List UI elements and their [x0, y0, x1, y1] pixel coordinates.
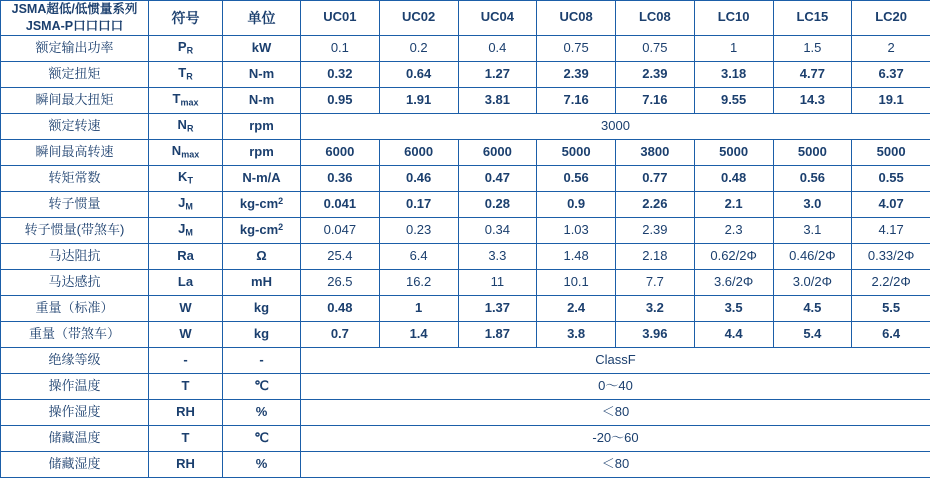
table-header — [1, 1, 930, 36]
series-title-line1: JSMA超低/低惯量系列 — [3, 1, 146, 18]
header-unit: 单位 — [223, 1, 301, 36]
row-unit: Ω — [223, 243, 301, 269]
row-unit: rpm — [223, 139, 301, 165]
row-value: 10.1 — [537, 269, 616, 295]
row-value: 5000 — [694, 139, 773, 165]
row-label: 额定扭矩 — [1, 61, 149, 87]
header-model-uc02: UC02 — [379, 1, 458, 36]
row-value: 4.17 — [852, 217, 930, 243]
row-value: 1 — [379, 295, 458, 321]
row-value: 25.4 — [301, 243, 380, 269]
row-value: 0.34 — [458, 217, 537, 243]
row-value: 3800 — [616, 139, 695, 165]
row-value: 6.4 — [379, 243, 458, 269]
row-value: 0.46/2Φ — [773, 243, 852, 269]
row-unit: N-m — [223, 87, 301, 113]
row-value: 5.4 — [773, 321, 852, 347]
row-label: 瞬间最大扭矩 — [1, 87, 149, 113]
row-value: 1.03 — [537, 217, 616, 243]
row-value: 2.39 — [537, 61, 616, 87]
header-model-uc08: UC08 — [537, 1, 616, 36]
row-value: 2.39 — [616, 217, 695, 243]
row-value: 4.07 — [852, 191, 930, 217]
row-value: 5000 — [537, 139, 616, 165]
row-value: 7.16 — [616, 87, 695, 113]
row-symbol: $N_R$ — [149, 113, 223, 139]
row-symbol: $T_{max}$ — [149, 87, 223, 113]
row-label: 瞬间最高转速 — [1, 139, 149, 165]
row-unit: rpm — [223, 113, 301, 139]
row-value: 0.75 — [537, 35, 616, 61]
row-value: 4.5 — [773, 295, 852, 321]
table-row — [1, 87, 930, 113]
row-unit: kW — [223, 35, 301, 61]
row-value: 1.87 — [458, 321, 537, 347]
row-value: 2.39 — [616, 61, 695, 87]
row-symbol: $J_M$ — [149, 191, 223, 217]
row-unit: ℃ — [223, 373, 301, 399]
row-value: 0.47 — [458, 165, 537, 191]
row-value: 1.4 — [379, 321, 458, 347]
row-symbol: Ra — [149, 243, 223, 269]
row-symbol: - — [149, 347, 223, 373]
row-unit: - — [223, 347, 301, 373]
header-model-lc10: LC10 — [694, 1, 773, 36]
table-row — [1, 191, 930, 217]
row-value: 0.9 — [537, 191, 616, 217]
row-value: 0.23 — [379, 217, 458, 243]
row-symbol: $N_{max}$ — [149, 139, 223, 165]
row-label: 储藏湿度 — [1, 451, 149, 477]
row-value: 0.32 — [301, 61, 380, 87]
row-value: 1 — [694, 35, 773, 61]
row-symbol: RH — [149, 451, 223, 477]
row-value: 3.1 — [773, 217, 852, 243]
row-symbol: T — [149, 425, 223, 451]
row-label: 转矩常数 — [1, 165, 149, 191]
row-label: 马达阻抗 — [1, 243, 149, 269]
row-value: 0.1 — [301, 35, 380, 61]
row-value: 0.36 — [301, 165, 380, 191]
row-value: 1.91 — [379, 87, 458, 113]
table-row — [1, 269, 930, 295]
row-value: 7.7 — [616, 269, 695, 295]
row-value: 0.77 — [616, 165, 695, 191]
row-label: 额定转速 — [1, 113, 149, 139]
row-value: 0.95 — [301, 87, 380, 113]
row-value: 5.5 — [852, 295, 930, 321]
row-label: 绝缘等级 — [1, 347, 149, 373]
row-value: 5000 — [773, 139, 852, 165]
row-unit: mH — [223, 269, 301, 295]
row-value: 2.26 — [616, 191, 695, 217]
row-symbol: $T_R$ — [149, 61, 223, 87]
table-row — [1, 165, 930, 191]
row-unit: $kg-cm^2$ — [223, 191, 301, 217]
row-unit: N-m — [223, 61, 301, 87]
row-value: 2.18 — [616, 243, 695, 269]
row-symbol: RH — [149, 399, 223, 425]
row-value: 3.6/2Φ — [694, 269, 773, 295]
header-model-lc20: LC20 — [852, 1, 930, 36]
row-label: 转子惯量(带煞车) — [1, 217, 149, 243]
row-value: 0.64 — [379, 61, 458, 87]
header-row — [1, 1, 930, 36]
row-symbol: $P_R$ — [149, 35, 223, 61]
header-model-uc01: UC01 — [301, 1, 380, 36]
row-value: 6.4 — [852, 321, 930, 347]
row-value: 3.5 — [694, 295, 773, 321]
row-value: 0.28 — [458, 191, 537, 217]
row-value: 1.37 — [458, 295, 537, 321]
row-symbol: La — [149, 269, 223, 295]
row-value: 1.48 — [537, 243, 616, 269]
row-value: 2.2/2Φ — [852, 269, 930, 295]
row-value: 16.2 — [379, 269, 458, 295]
table-row — [1, 217, 930, 243]
row-value: 0.48 — [694, 165, 773, 191]
row-value: 6000 — [301, 139, 380, 165]
row-unit: kg — [223, 321, 301, 347]
row-symbol: $J_M$ — [149, 217, 223, 243]
row-value: 26.5 — [301, 269, 380, 295]
row-value: 3.0 — [773, 191, 852, 217]
row-label: 操作温度 — [1, 373, 149, 399]
row-symbol: W — [149, 295, 223, 321]
row-value: 2.4 — [537, 295, 616, 321]
row-value: 3.18 — [694, 61, 773, 87]
row-value: 3.3 — [458, 243, 537, 269]
row-value: 1.5 — [773, 35, 852, 61]
row-value: 0.041 — [301, 191, 380, 217]
row-value: 4.77 — [773, 61, 852, 87]
row-value: 6000 — [379, 139, 458, 165]
row-value: 5000 — [852, 139, 930, 165]
table-row — [1, 243, 930, 269]
row-value: 9.55 — [694, 87, 773, 113]
row-merged-value: 3000 — [301, 113, 930, 139]
row-value: 19.1 — [852, 87, 930, 113]
table-row — [1, 373, 930, 399]
row-value: 0.047 — [301, 217, 380, 243]
row-label: 储藏温度 — [1, 425, 149, 451]
table-row — [1, 35, 930, 61]
row-value: 2.3 — [694, 217, 773, 243]
row-value: 3.8 — [537, 321, 616, 347]
row-unit: $kg-cm^2$ — [223, 217, 301, 243]
row-value: 1.27 — [458, 61, 537, 87]
row-unit: % — [223, 399, 301, 425]
table-row — [1, 61, 930, 87]
row-unit: ℃ — [223, 425, 301, 451]
row-value: 0.56 — [537, 165, 616, 191]
row-label: 重量（带煞车） — [1, 321, 149, 347]
row-value: 11 — [458, 269, 537, 295]
row-value: 0.62/2Φ — [694, 243, 773, 269]
row-value: 6000 — [458, 139, 537, 165]
row-label: 马达感抗 — [1, 269, 149, 295]
row-label: 重量（标准） — [1, 295, 149, 321]
row-merged-value: ＜80 — [301, 451, 930, 477]
row-value: 0.55 — [852, 165, 930, 191]
table-row — [1, 425, 930, 451]
row-merged-value: 0～40 — [301, 373, 930, 399]
row-value: 0.75 — [616, 35, 695, 61]
row-value: 0.56 — [773, 165, 852, 191]
row-value: 0.17 — [379, 191, 458, 217]
row-unit: kg — [223, 295, 301, 321]
header-model-lc08: LC08 — [616, 1, 695, 36]
row-unit: N-m/A — [223, 165, 301, 191]
table-row — [1, 321, 930, 347]
table-row — [1, 139, 930, 165]
row-merged-value: ＜80 — [301, 399, 930, 425]
row-value: 3.2 — [616, 295, 695, 321]
row-value: 0.7 — [301, 321, 380, 347]
row-value: 0.46 — [379, 165, 458, 191]
row-value: 2.1 — [694, 191, 773, 217]
table-row — [1, 113, 930, 139]
row-value: 3.0/2Φ — [773, 269, 852, 295]
row-value: 0.33/2Φ — [852, 243, 930, 269]
row-value: 7.16 — [537, 87, 616, 113]
row-value: 4.4 — [694, 321, 773, 347]
row-symbol: $K_T$ — [149, 165, 223, 191]
row-value: 3.96 — [616, 321, 695, 347]
row-symbol: T — [149, 373, 223, 399]
table-row — [1, 451, 930, 477]
row-label: 额定输出功率 — [1, 35, 149, 61]
row-label: 操作湿度 — [1, 399, 149, 425]
table-body — [1, 35, 930, 477]
table-row — [1, 399, 930, 425]
row-merged-value: -20～60 — [301, 425, 930, 451]
row-label: 转子惯量 — [1, 191, 149, 217]
header-model-lc15: LC15 — [773, 1, 852, 36]
row-merged-value: ClassF — [301, 347, 930, 373]
header-symbol: 符号 — [149, 1, 223, 36]
row-value: 14.3 — [773, 87, 852, 113]
table-row — [1, 295, 930, 321]
table-row — [1, 347, 930, 373]
row-value: 0.4 — [458, 35, 537, 61]
row-symbol: W — [149, 321, 223, 347]
row-value: 3.81 — [458, 87, 537, 113]
row-value: 0.2 — [379, 35, 458, 61]
series-title-line2: JSMA-P口口口口 — [3, 18, 146, 35]
row-value: 6.37 — [852, 61, 930, 87]
row-value: 0.48 — [301, 295, 380, 321]
series-title-cell — [1, 1, 149, 36]
row-value: 2 — [852, 35, 930, 61]
row-unit: % — [223, 451, 301, 477]
header-model-uc04: UC04 — [458, 1, 537, 36]
